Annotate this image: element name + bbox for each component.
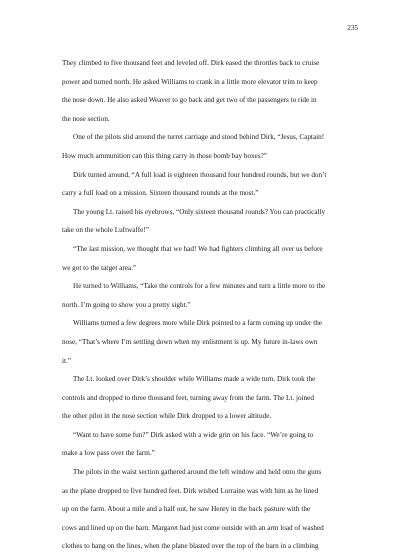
text-line: it.” xyxy=(62,356,71,365)
text-line: take on the whole Luftwaffe!” xyxy=(62,226,149,235)
text-line: He turned to Williams, “Take the controls for a few minutes and turn a little more to the xyxy=(73,282,326,291)
text-line: cows and lined up on the barn. Margaret had just come outside with an arm load of washed xyxy=(62,523,324,532)
text-line: the nose down. He also asked Weaver to go back and get two of the passengers to ride in xyxy=(62,96,317,105)
page-number: 235 xyxy=(347,24,358,32)
paragraph xyxy=(62,277,358,314)
paragraph xyxy=(62,240,358,277)
text-line: we got to the target area.” xyxy=(62,263,137,272)
text-line: “Want to have some fun?” Dirk asked with a wide grin on his face. “We’re going to xyxy=(73,430,314,439)
text-line: Williams turned a few degrees more while Dirk pointed to a farm coming up under the xyxy=(73,319,323,328)
text-line: the other pilot in the nose section while Dirk dropped to a lower altitude. xyxy=(62,412,272,421)
paragraph xyxy=(62,203,358,240)
text-line: north. I’m going to show you a pretty sight.” xyxy=(62,300,191,309)
text-line: How much ammunition can this thing carry in those bomb bay boxes?” xyxy=(62,151,268,160)
paragraph xyxy=(62,426,358,463)
text-line: carry a full load on a mission. Sixteen thousand rounds at the most.” xyxy=(62,189,259,198)
paragraph xyxy=(62,463,358,556)
text-line: nose, “That’s where I’m settling down when my enlistment is up. My future in-laws own xyxy=(62,337,318,346)
text-line: power and turned north. He asked Williams to crank in a little more elevator trim to keep xyxy=(62,77,318,86)
text-line: the nose section. xyxy=(62,114,110,123)
body-text xyxy=(62,54,358,556)
text-line: Dirk turned around, “A full load is eighteen thousand four hundred rounds, but we don’t xyxy=(73,170,327,179)
paragraph xyxy=(62,166,358,203)
paragraph xyxy=(62,128,358,165)
text-line: as the plane dropped to five hundred feet. Dirk wished Lorraine was with him as he lined xyxy=(62,486,319,495)
paragraph xyxy=(62,370,358,426)
text-line: The Lt. looked over Dirk’s shoulder while Williams made a wide turn. Dirk took the xyxy=(73,375,316,384)
text-line: They climbed to five thousand feet and leveled off. Dirk eased the throttles back to cruise xyxy=(62,59,320,67)
paragraph xyxy=(62,314,358,370)
text-line: One of the pilots slid around the turret carriage and stood behind Dirk, “Jesus, Captain! xyxy=(73,133,325,142)
text-line: make a low pass over the farm.” xyxy=(62,449,155,458)
text-line: The young Lt. raised his eyebrows, “Only sixteen thousand rounds? You can practically xyxy=(73,207,326,216)
text-line: The pilots in the waist section gathered around the left window and held onto the guns xyxy=(73,468,322,477)
paragraph xyxy=(62,54,358,128)
text-line: controls and dropped to three thousand feet, turning away from the farm. The Lt. joined xyxy=(62,393,314,402)
text-line: “The last mission, we thought that we had! We had fighters climbing all over us before xyxy=(73,244,323,253)
text-line: clothes to hang on the lines, when the plane blasted over the top of the barn in a climbing xyxy=(62,542,319,551)
text-line: up on the farm. About a mile and a half out, he saw Henry in the back pasture with the xyxy=(62,505,311,514)
